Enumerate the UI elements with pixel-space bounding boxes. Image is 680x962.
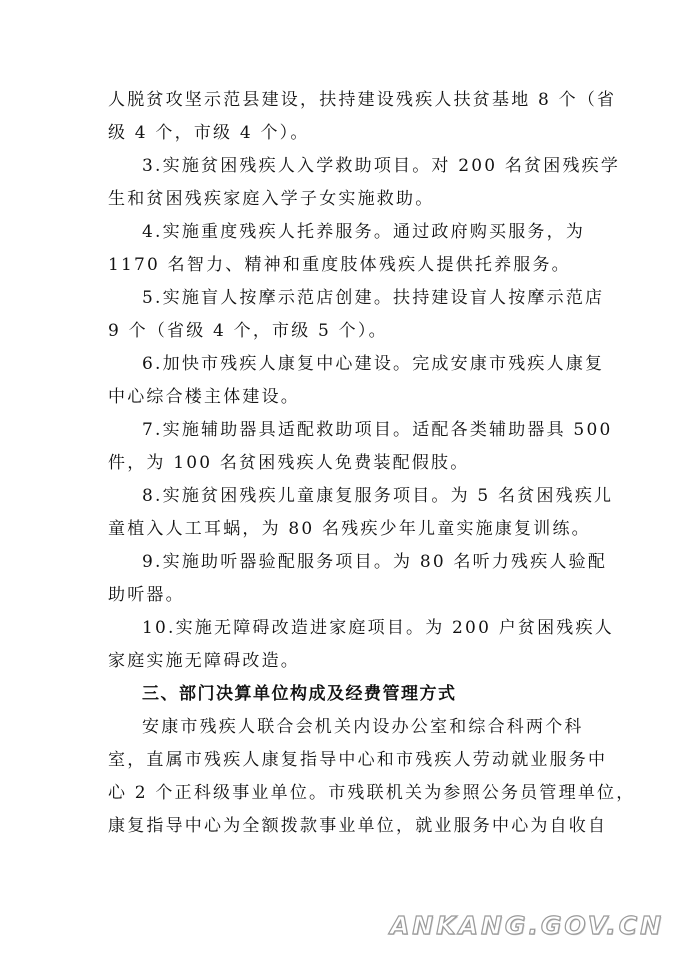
document-body [108, 84, 636, 843]
text-line: 童植入人工耳蜗，为 80 名残疾少年儿童实施康复训练。 [108, 519, 591, 539]
text-line: 中心综合楼主体建设。 [108, 387, 300, 407]
text-line: 5.实施盲人按摩示范店创建。扶持建设盲人按摩示范店 [142, 288, 605, 308]
text-line: 助听器。 [108, 585, 185, 605]
text-line: 6.加快市残疾人康复中心建设。完成安康市残疾人康复 [142, 354, 605, 374]
text-line: 4.实施重度残疾人托养服务。通过政府购买服务，为 [142, 222, 586, 242]
section-heading: 三、部门决算单位构成及经费管理方式 [142, 684, 457, 704]
text-line: 安康市残疾人联合会机关内设办公室和综合科两个科 [142, 717, 584, 737]
text-line: 生和贫困残疾家庭入学子女实施救助。 [108, 189, 435, 209]
text-line: 室，直属市残疾人康复指导中心和市残疾人劳动就业服务中 [108, 750, 608, 770]
text-line: 9 个（省级 4 个，市级 5 个）。 [108, 321, 388, 341]
text-line: 康复指导中心为全额拨款事业单位，就业服务中心为自收自 [108, 816, 608, 836]
text-line: 8.实施贫困残疾儿童康复服务项目。为 5 名贫困残疾儿 [142, 486, 614, 506]
text-line: 件，为 100 名贫困残疾人免费装配假肢。 [108, 453, 470, 473]
text-line: 10.实施无障碍改造进家庭项目。为 200 户贫困残疾人 [142, 618, 614, 638]
text-line: 7.实施辅助器具适配救助项目。适配各类辅助器具 500 [142, 420, 613, 440]
text-line: 3.实施贫困残疾人入学救助项目。对 200 名贫困残疾学 [142, 156, 621, 176]
site-watermark: ANKANG.GOV.CN [389, 911, 664, 940]
text-line: 1170 名智力、精神和重度肢体残疾人提供托养服务。 [108, 255, 571, 275]
text-line: 级 4 个，市级 4 个）。 [108, 123, 310, 143]
text-line: 心 2 个正科级事业单位。市残联机关为参照公务员管理单位， [108, 783, 636, 803]
text-line: 人脱贫攻坚示范县建设，扶持建设残疾人扶贫基地 8 个（省 [108, 90, 617, 110]
text-line: 9.实施助听器验配服务项目。为 80 名听力残疾人验配 [142, 552, 608, 572]
text-line: 家庭实施无障碍改造。 [108, 651, 300, 671]
